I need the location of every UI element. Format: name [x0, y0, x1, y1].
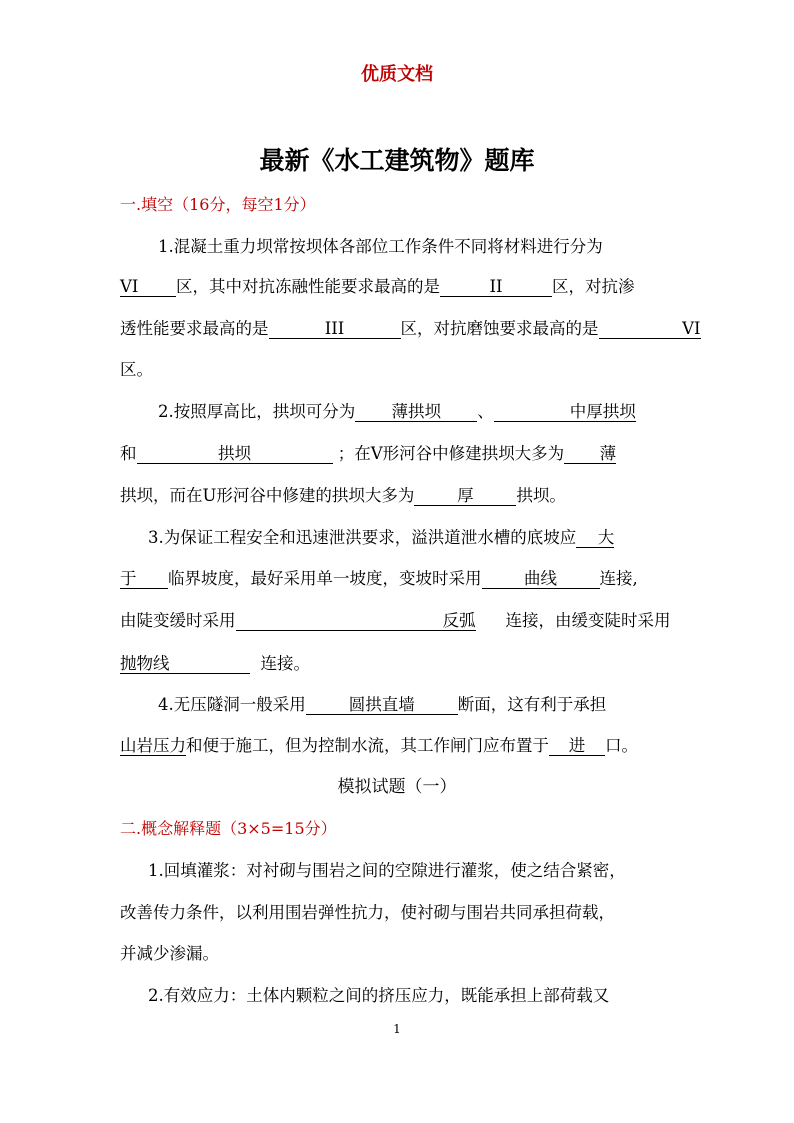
- q2-separator: 、: [477, 402, 494, 421]
- q3-answer-1b: 于: [120, 570, 168, 589]
- q2-text-4: 拱坝，而在U形河谷中修建的拱坝大多为: [120, 486, 415, 505]
- q1-answer-4: VI: [599, 320, 701, 339]
- q1-text-2: 区，其中对抗冻融性能要求最高的是: [176, 277, 440, 296]
- section-2-heading: 二.概念解释题（3×5=15分）: [120, 819, 337, 838]
- q1-text-3: 区，对抗渗: [552, 277, 635, 296]
- q2-answer-3: 拱坝: [137, 445, 333, 464]
- q1-line-1: 1.混凝土重力坝常按坝体各部位工作条件不同将材料进行分为: [158, 237, 603, 256]
- q4-line-2: [120, 732, 638, 756]
- q2-answer-4: 薄: [564, 445, 616, 464]
- q2-answer-2: 中厚拱坝: [494, 403, 636, 422]
- q3-text-2: 临界坡度，最好采用单一坡度，变坡时采用: [168, 569, 482, 588]
- q3-text-1: 3.为保证工程安全和迅速泄洪要求，溢洪道泄水槽的底坡应: [148, 528, 577, 547]
- q4-answer-3: 进: [549, 737, 605, 756]
- q1-text-5: 区，对抗磨蚀要求最高的是: [400, 319, 599, 338]
- q1-line-3: [120, 315, 701, 339]
- q1-answer-2: II: [440, 278, 552, 297]
- document-title: 最新《水工建筑物》题库: [259, 146, 535, 175]
- q4-answer-2: 山岩压力: [120, 736, 186, 755]
- q4-text-1: 4.无压隧洞一般采用: [158, 695, 306, 714]
- q2-text-3: ；在V形河谷中修建拱坝大多为: [337, 444, 565, 463]
- page-header: 优质文档: [361, 64, 433, 85]
- q3-line-3: [120, 607, 671, 631]
- section-subtitle: 模拟试题（一）: [337, 777, 457, 797]
- q3-text-6: 连接。: [260, 654, 310, 673]
- q3-answer-1a: 大: [576, 529, 614, 548]
- q2-line-2: [120, 440, 616, 464]
- q2-answer-1: 薄拱坝: [355, 403, 477, 422]
- q1-answer-1: VI: [120, 278, 176, 297]
- q4-text-3: 和便于施工，但为控制水流，其工作闸门应布置于: [186, 736, 549, 755]
- section-1-heading: 一.填空（16分，每空1分）: [120, 195, 316, 214]
- q3-text-3: 连接,: [599, 569, 638, 588]
- q1-line-2: [120, 273, 635, 297]
- q3-answer-2: 曲线: [482, 570, 600, 589]
- q4-text-2: 断面，这有利于承担: [457, 695, 607, 714]
- c1-line-1: 1.回填灌浆：对衬砌与围岩之间的空隙进行灌浆，使之结合紧密，: [148, 861, 626, 880]
- q2-line-3: [120, 482, 566, 506]
- q3-text-5: 连接，由缓变陡时采用: [505, 611, 671, 630]
- c1-line-3: 并减少渗漏。: [120, 944, 219, 963]
- q2-answer-5: 厚: [414, 487, 516, 506]
- q1-answer-3: III: [269, 320, 401, 339]
- q3-text-4: 由陡变缓时采用: [120, 611, 236, 630]
- q2-text-1: 2.按照厚高比，拱坝可分为: [158, 402, 356, 421]
- q1-line-4: 区。: [120, 360, 153, 379]
- q3-line-1: [148, 524, 614, 548]
- q4-line-1: [158, 691, 606, 715]
- page-number: 1: [393, 1022, 401, 1036]
- q2-text-5: 拱坝。: [516, 486, 566, 505]
- q3-line-4: [120, 650, 310, 674]
- c2-line-1: 2.有效应力：土体内颗粒之间的挤压应力，既能承担上部荷载又: [148, 986, 610, 1005]
- q3-line-2: [120, 565, 638, 589]
- q4-text-4: 口。: [605, 736, 638, 755]
- c1-line-2: 改善传力条件，以利用围岩弹性抗力，使衬砌与围岩共同承担荷载，: [120, 903, 615, 922]
- q2-line-1: [158, 398, 636, 422]
- q1-text-4: 透性能要求最高的是: [120, 319, 269, 338]
- q4-answer-1: 圆拱直墙: [306, 696, 458, 715]
- q3-answer-4: 抛物线: [120, 655, 250, 674]
- q3-answer-3: 反弧: [236, 612, 476, 631]
- q2-text-2: 和: [120, 444, 137, 463]
